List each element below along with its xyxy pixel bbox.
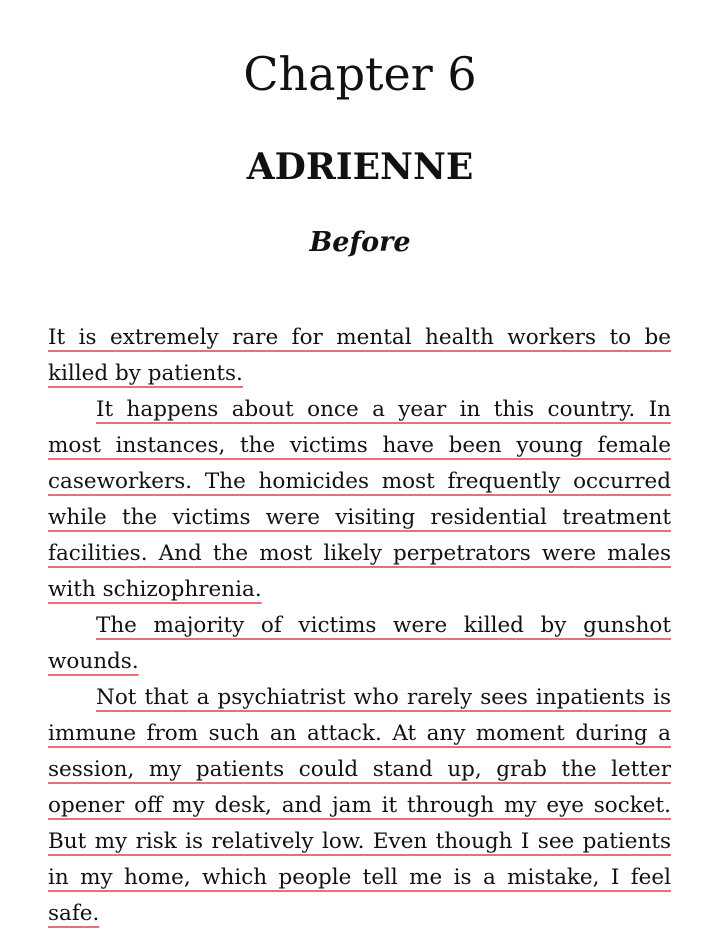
paragraph-4[interactable] <box>48 680 671 932</box>
chapter-body <box>48 320 671 932</box>
chapter-title: Chapter 6 <box>243 47 477 101</box>
chapter-pov-heading: ADRIENNE <box>246 146 474 188</box>
highlighted-text: It is extremely rare for mental health workers to be killed by patients. <box>48 325 671 386</box>
paragraph-3[interactable] <box>48 608 671 680</box>
highlighted-text: The majority of victims were killed by gunshot wounds. <box>48 613 671 674</box>
paragraph-1[interactable] <box>48 320 671 392</box>
highlighted-text: Not that a psychiatrist who rarely sees inpatients is immune from such an attack. At any moment during a session, my patients could stand up, grab the letter opener off my desk, and jam it through my eye socket. But my risk is relatively low. Even though I see patients in my home, which people tell me is a mistake, I feel safe. <box>48 685 671 926</box>
chapter-timeframe-heading: Before <box>309 227 411 258</box>
paragraph-2[interactable] <box>48 392 671 608</box>
highlighted-text: It happens about once a year in this country. In most instances, the victims have been young female caseworkers. The homicides most frequently occurred while the victims were visiting residential treatment facilities. And the most likely perpetrators were males with schizophrenia. <box>48 397 671 602</box>
